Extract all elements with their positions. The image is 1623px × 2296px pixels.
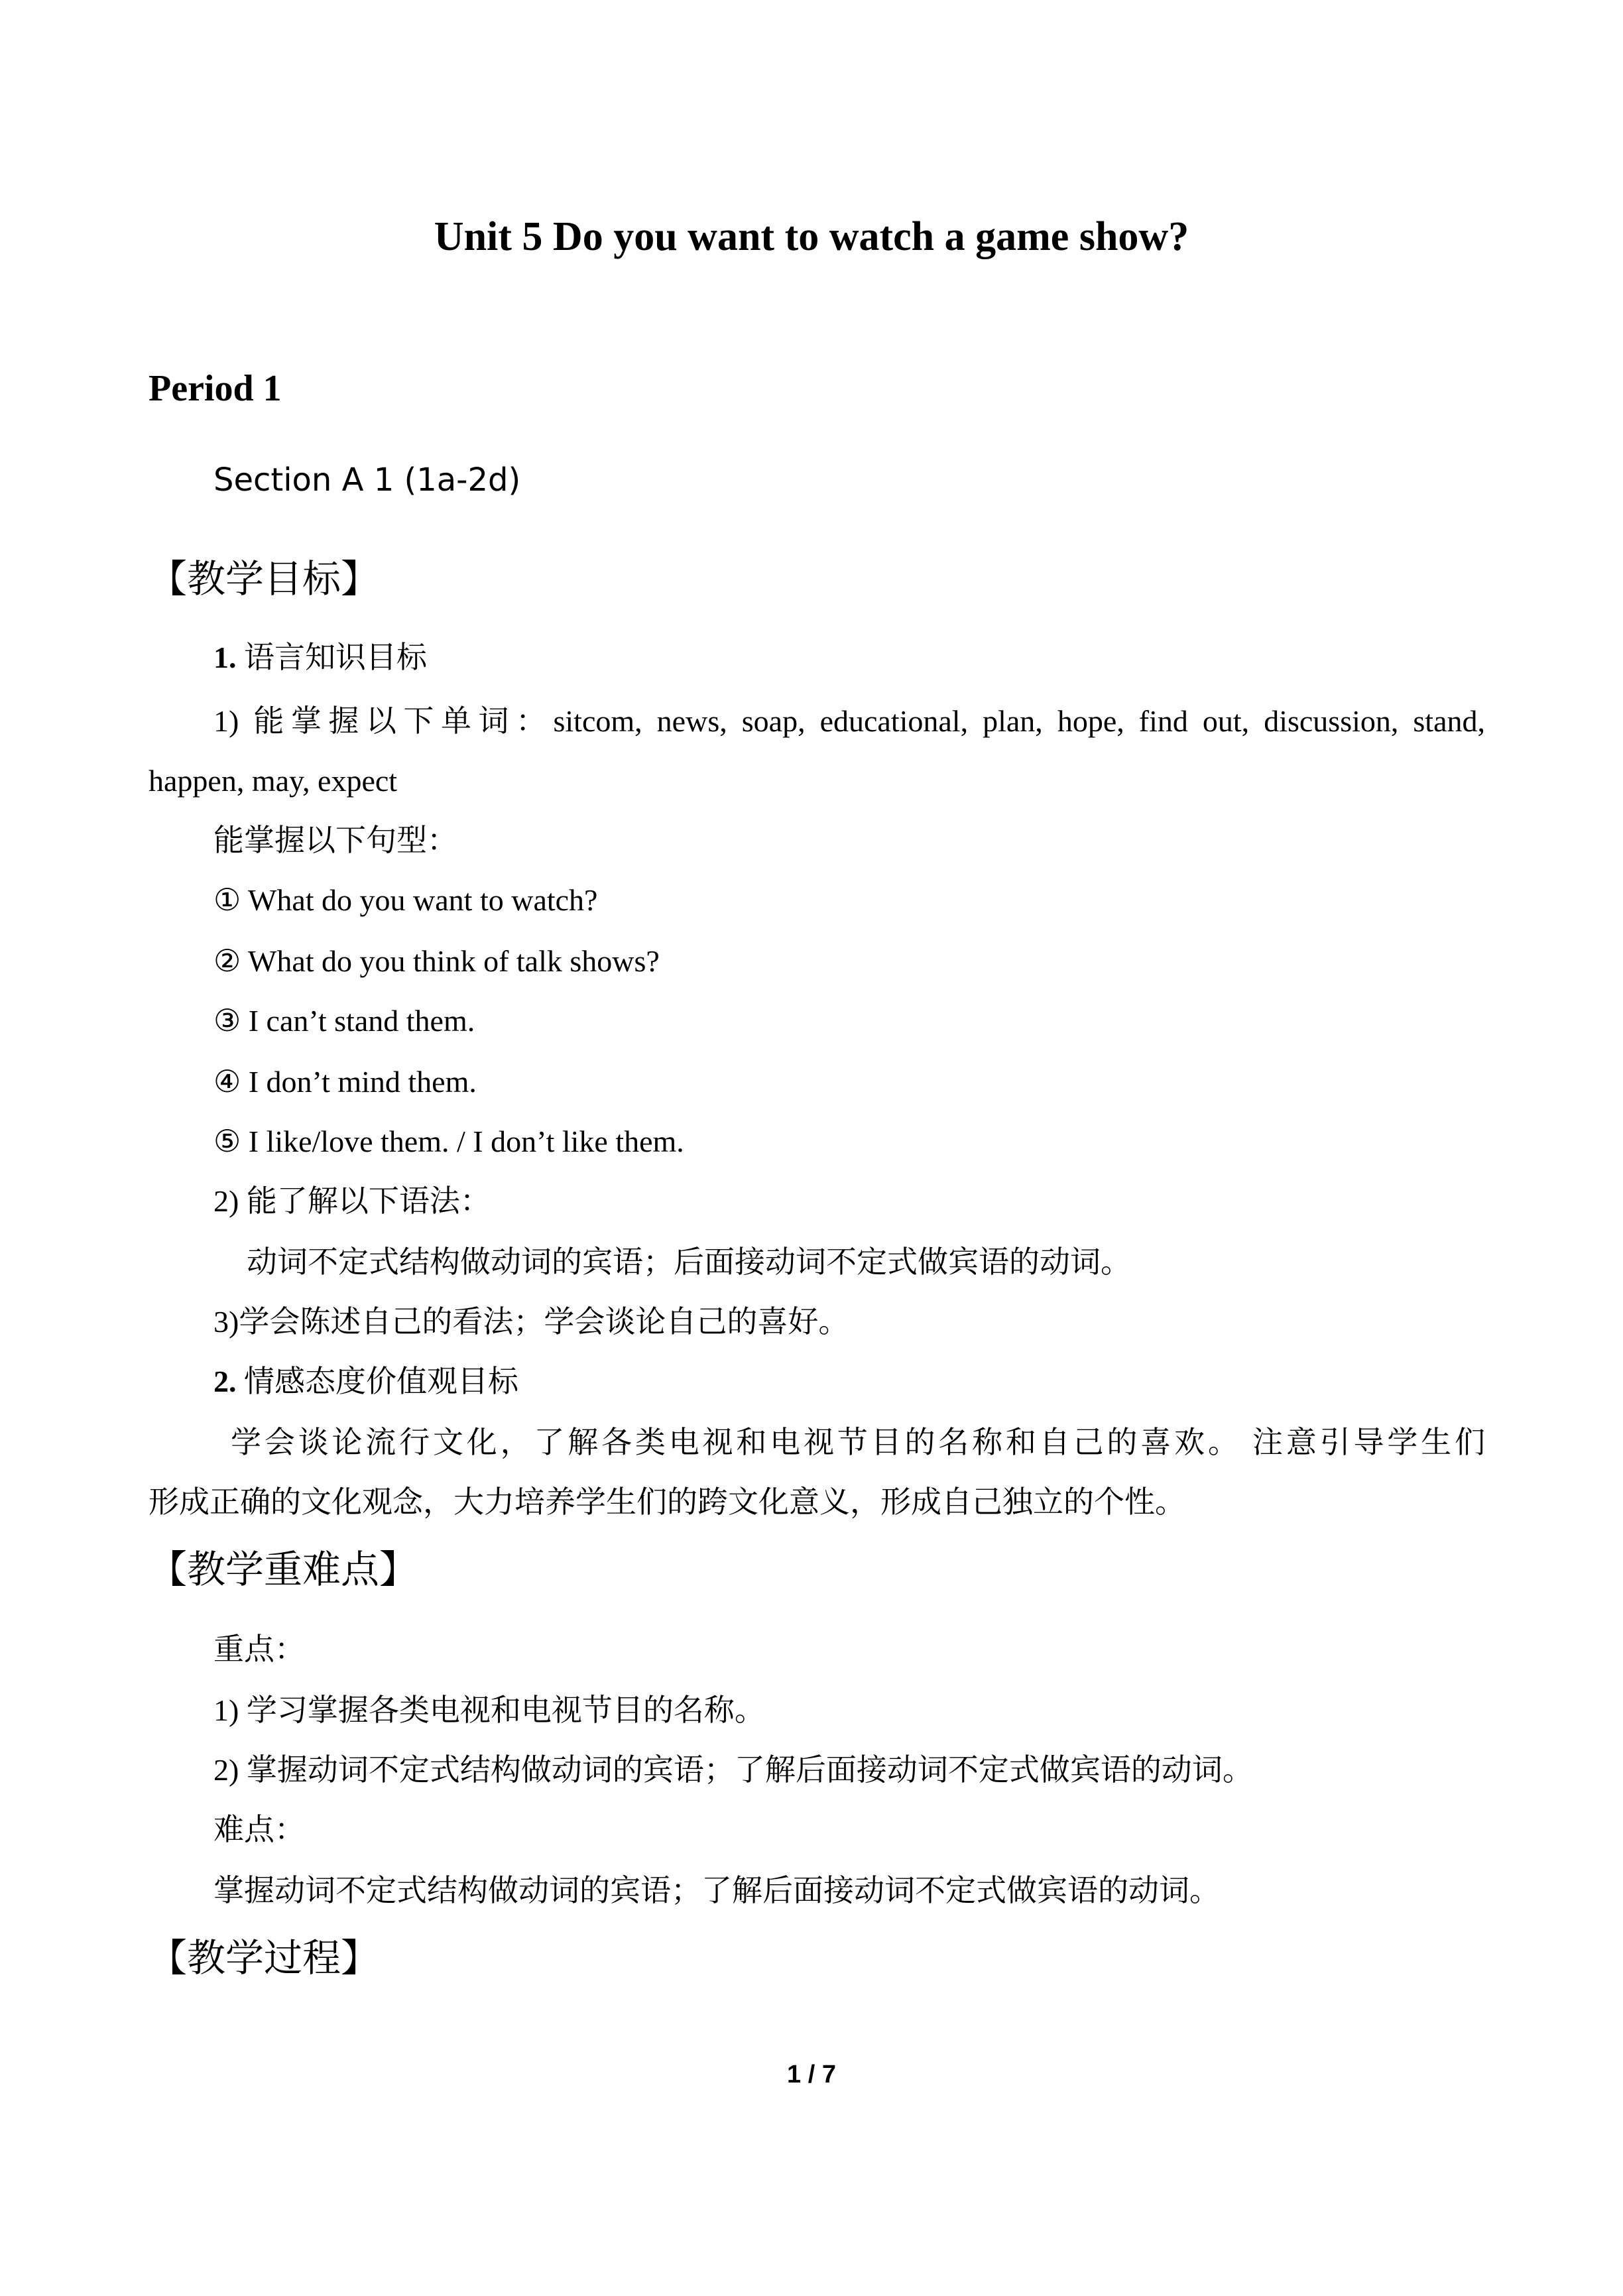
skill-goal: 3)学会陈述自己的看法；学会谈论自己的喜好。 (213, 1305, 849, 1339)
difficult-item: 掌握动词不定式结构做动词的宾语；了解后面接动词不定式做宾语的动词。 (213, 1874, 1220, 1907)
objectives-heading: 【教学目标】 (149, 556, 380, 601)
section-label: Section A 1 (1a-2d) (213, 461, 521, 499)
emotion-goal-number: 2. (213, 1364, 237, 1398)
vocab-line-2: happen, may, expect (149, 764, 398, 798)
sentence-item: ⑤ I like/love them. / I don’t like them. (213, 1124, 684, 1158)
vocab-line-1: 1) 能掌握以下单词：sitcom, news, soap, educational, plan, hope, find out, discussion, stand, (213, 704, 1485, 738)
key-points-heading: 【教学重难点】 (149, 1547, 418, 1592)
key-label: 重点： (213, 1632, 305, 1666)
process-heading: 【教学过程】 (149, 1935, 380, 1980)
emotion-line-2: 形成正确的文化观念，大力培养学生们的跨文化意义，形成自己独立的个性。 (149, 1485, 1185, 1519)
key-item: 2) 掌握动词不定式结构做动词的宾语；了解后面接动词不定式做宾语的动词。 (213, 1753, 1253, 1787)
sentence-item: ③ I can’t stand them. (213, 1004, 475, 1038)
page-number: 1 / 7 (787, 2061, 836, 2088)
period-heading: Period 1 (149, 368, 282, 409)
emotion-line-1: 学会谈论流行文化，了解各类电视和电视节目的名称和自己的喜欢。 注意引导学生们 (231, 1425, 1485, 1459)
grammar-detail: 动词不定式结构做动词的宾语；后面接动词不定式做宾语的动词。 (247, 1245, 1131, 1279)
document-title: Unit 5 Do you want to watch a game show? (434, 214, 1189, 259)
grammar-intro: 2) 能了解以下语法： (213, 1184, 491, 1218)
difficult-label: 难点： (213, 1813, 305, 1846)
sentence-item: ④ I don’t mind them. (213, 1065, 477, 1099)
emotion-goal-text: 情感态度价值观目标 (244, 1364, 518, 1398)
language-goal-number: 1. (213, 640, 237, 674)
language-goal-title (213, 638, 427, 678)
language-goal-text: 语言知识目标 (244, 640, 427, 674)
sentence-item: ② What do you think of talk shows? (213, 944, 660, 978)
key-item: 1) 学习掌握各类电视和电视节目的名称。 (213, 1693, 765, 1727)
emotion-goal-title (213, 1362, 518, 1402)
sentence-item: ① What do you want to watch? (213, 883, 598, 917)
sentences-intro: 能掌握以下句型： (213, 823, 457, 857)
